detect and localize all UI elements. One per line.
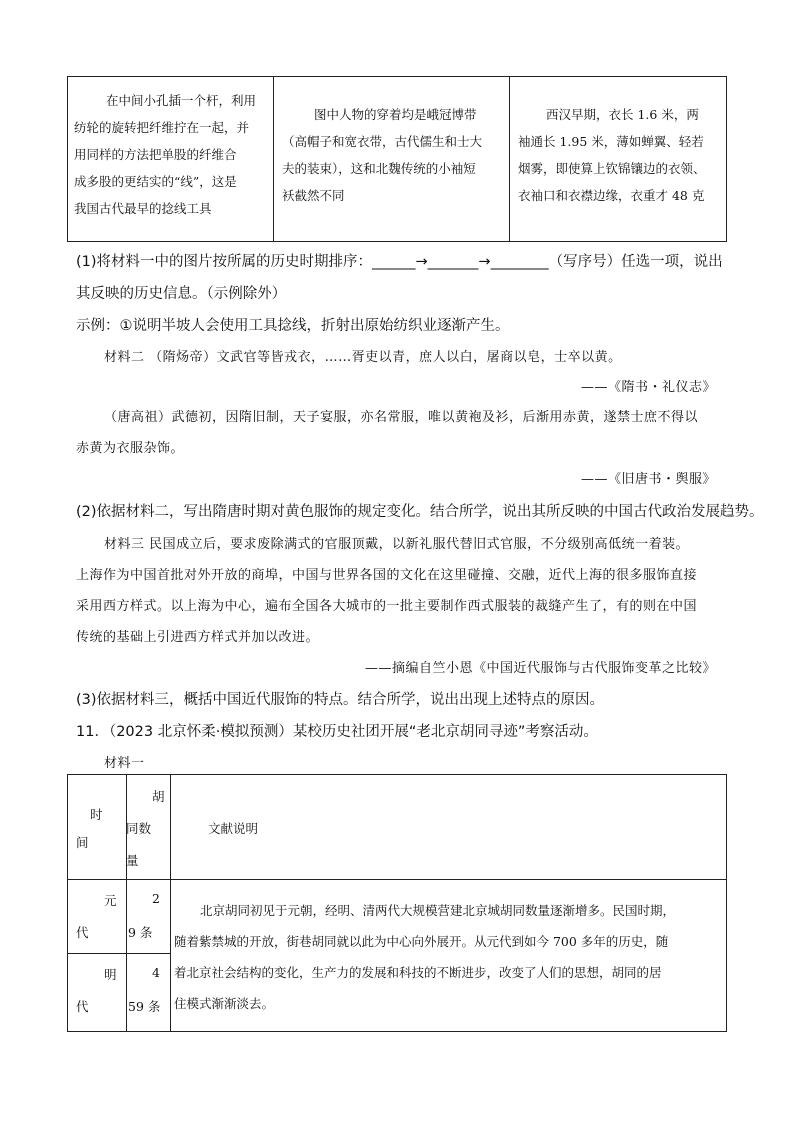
hutong-table xyxy=(67,774,727,1032)
description-line: 北京胡同初见于元朝，经明、清两代大规模营建北京城胡同数量逐渐增多。民国时期， xyxy=(200,903,676,918)
material-3-line1: 材料三 民国成立后，要求废除满式的官服顶戴，以新礼服代替旧式官服，不分级别高低统一着装。 xyxy=(104,537,690,552)
cell2-line: （高帽子和宽衣带，古代儒生和士大 xyxy=(282,134,483,149)
question-2: (2)依据材料二，写出隋唐时期对黄色服饰的规定变化。结合所学，说出其所反映的中国古代政治发展趋势。 xyxy=(76,504,764,520)
table1-cell-gauze xyxy=(510,77,728,241)
header-time-a: 时 xyxy=(90,807,103,822)
materials-table-1 xyxy=(67,76,727,242)
cell3-line: 西汉早期，衣长 1.6 米，两 xyxy=(546,107,699,122)
header-description: 文献说明 xyxy=(208,821,259,836)
table2-hline xyxy=(68,953,170,954)
material-2-paragraph-2-cont: 赤黄为衣服杂饰。 xyxy=(76,441,185,456)
question-1-line2: 其反映的历史信息。（示例除外） xyxy=(76,286,287,302)
row-ming-count-b: 59 条 xyxy=(128,999,161,1014)
question-1-line1: (1)将材料一中的图片按所属的历史时期排序：______→_______→________（写序号）任选一项，说出 xyxy=(76,254,723,270)
row-ming-time-b: 代 xyxy=(76,999,89,1014)
material-3-source: ——摘编自竺小恩《中国近代服饰与古代服饰变革之比较》 xyxy=(364,661,716,676)
cell3-line: 袖通长 1.95 米，薄如蝉翼、轻若 xyxy=(518,134,704,149)
material-2-paragraph-1: 材料二 （隋炀帝）文武官等皆戎衣，……胥吏以青，庶人以白，屠商以皂，士卒以黄。 xyxy=(104,350,622,365)
row-yuan-time-a: 元 xyxy=(104,893,117,908)
header-count-a: 胡 xyxy=(152,789,165,804)
cell1-line: 成多股的更结实的“线”，这是 xyxy=(74,174,237,189)
row-yuan-time-b: 代 xyxy=(76,925,89,940)
question-3: (3)依据材料三，概括中国近代服饰的特点。结合所学，说出出现上述特点的原因。 xyxy=(76,692,605,708)
row-yuan-count-a: 2 xyxy=(152,891,160,906)
material-3-line4: 传统的基础上引进西方样式并加以改进。 xyxy=(76,630,320,645)
header-count-b: 同数 xyxy=(126,821,152,836)
table1-cell-clothing xyxy=(274,77,510,241)
cell2-line: 图中人物的穿着均是峨冠博带 xyxy=(314,107,477,122)
cell1-line: 在中间小孔插一个杆，利用 xyxy=(106,93,257,108)
cell3-line: 烟雾，即使算上钦锦镶边的衣领、 xyxy=(518,161,706,176)
cell1-line: 纺轮的旋转把纤维拧在一起，并 xyxy=(74,120,250,135)
description-line: 随着紫禁城的开放，街巷胡同就以此为中心向外展开。从元代到如今 700 多年的历史，随 xyxy=(174,934,669,949)
material-3-line2: 上海作为中国首批对外开放的商埠，中国与世界各国的文化在这里碰撞、交融，近代上海的很多服饰直接 xyxy=(76,568,698,583)
cell1-line: 用同样的方法把单股的纤维合 xyxy=(74,147,237,162)
material-2-source-2: ——《旧唐书・舆服》 xyxy=(580,472,716,487)
table2-vline xyxy=(170,775,171,1031)
question-1-example: 示例：①说明半坡人会使用工具捻线，折射出原始纺织业逐渐产生。 xyxy=(76,318,510,334)
material-2-source-1: ——《隋书・礼仪志》 xyxy=(580,380,716,395)
table1-cell-spindle xyxy=(68,77,274,241)
description-line: 住模式渐渐淡去。 xyxy=(174,996,275,1011)
row-ming-count-a: 4 xyxy=(152,965,160,980)
table2-vline xyxy=(126,775,127,1031)
description-line: 着北京社会结构的变化，生产力的发展和科技的不断进步，改变了人们的思想，胡同的居 xyxy=(174,965,662,980)
row-ming-time-a: 明 xyxy=(104,967,117,982)
material-3-line3: 采用西方样式。以上海为中心，遍布全国各大城市的一批主要制作西式服装的裁缝产生了，有的则在中国 xyxy=(76,599,698,614)
question-11: 11．（2023 北京怀柔·模拟预测）某校历史社团开展“老北京胡同寻迹”考察活动。 xyxy=(76,724,598,740)
table2-hline xyxy=(68,879,726,880)
material-2-paragraph-2: （唐高祖）武德初，因隋旧制，天子宴服，亦名常服，唯以黄袍及衫，后渐用赤黄，遂禁士庶不得以 xyxy=(104,410,699,425)
cell2-line: 袄截然不同 xyxy=(282,188,345,203)
cell3-line: 衣袖口和衣襟边缘，衣重才 48 克 xyxy=(518,188,705,203)
header-time-b: 间 xyxy=(76,835,89,850)
material-1-label: 材料一 xyxy=(104,756,145,771)
row-yuan-count-b: 9 条 xyxy=(128,925,153,940)
cell2-line: 夫的装束），这和北魏传统的小袖短 xyxy=(282,161,476,176)
cell1-line: 我国古代最早的捻线工具 xyxy=(74,201,212,216)
header-count-c: 量 xyxy=(126,853,139,868)
